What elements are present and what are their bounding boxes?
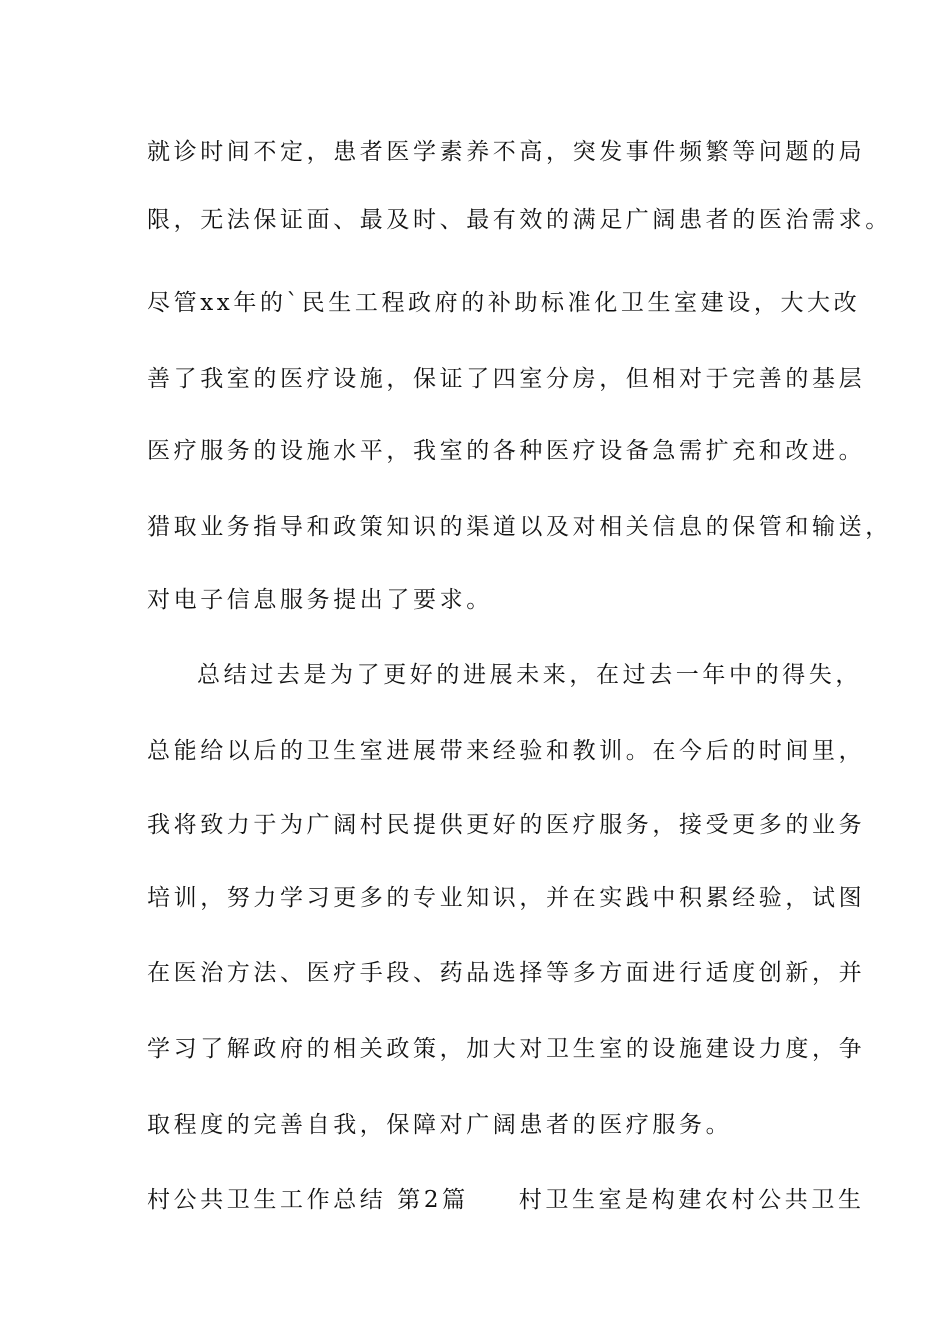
paragraph-line: 善了我室的医疗设施，保证了四室分房，但相对于完善的基层 <box>147 366 866 392</box>
paragraph-line: 在医治方法、医疗手段、药品选择等多方面进行适度创新，并 <box>147 960 866 986</box>
paragraph-line: 就诊时间不定，患者医学素养不高，突发事件频繁等问题的局 <box>147 139 866 165</box>
paragraph-line: 医疗服务的设施水平，我室的各种医疗设备急需扩充和改进。 <box>147 438 866 464</box>
section-heading: 村公共卫生工作总结 第2篇 <box>147 1187 469 1213</box>
paragraph-line: 培训，努力学习更多的专业知识，并在实践中积累经验，试图 <box>147 885 866 911</box>
paragraph-line: 我将致力于为广阔村民提供更好的医疗服务，接受更多的业务 <box>147 812 866 838</box>
section-heading-row <box>147 1180 865 1220</box>
paragraph-line: 尽管xx年的`民生工程政府的补助标准化卫生室建设，大大改 <box>147 290 861 316</box>
paragraph-line: 猎取业务指导和政策知识的渠道以及对相关信息的保管和输送， <box>147 514 892 540</box>
paragraph-line: 学习了解政府的相关政策，加大对卫生室的设施建设力度，争 <box>147 1036 866 1062</box>
paragraph-line: 总能给以后的卫生室进展带来经验和教训。在今后的时间里， <box>147 738 866 764</box>
paragraph-line: 对电子信息服务提出了要求。 <box>147 587 493 613</box>
paragraph-line: 取程度的完善自我，保障对广阔患者的医疗服务。 <box>147 1112 733 1138</box>
section-body-start: 村卫生室是构建农村公共卫生 <box>518 1187 865 1213</box>
paragraph-line: 限，无法保证面、最及时、最有效的满足广阔患者的医治需求。 <box>147 207 892 233</box>
paragraph-line: 总结过去是为了更好的进展未来，在过去一年中的得失， <box>197 662 862 688</box>
